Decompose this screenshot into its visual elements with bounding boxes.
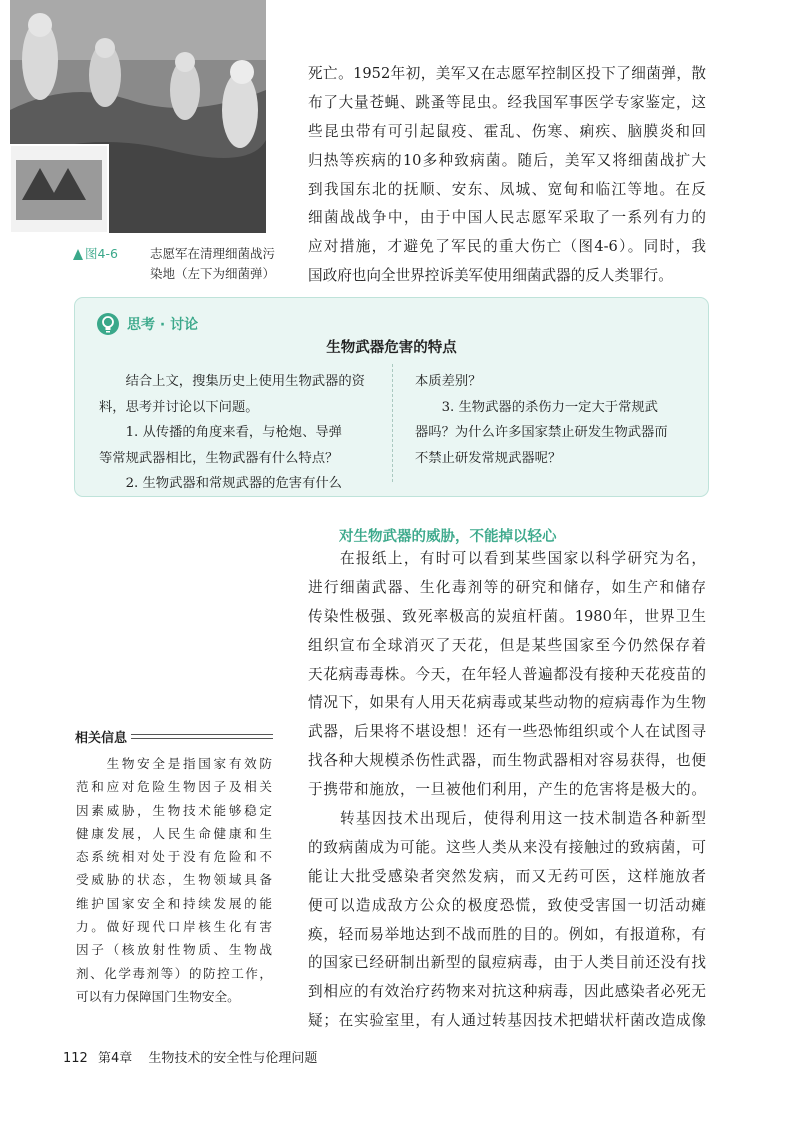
text-line: 器吗？为什么许多国家禁止研发生物武器而	[415, 425, 668, 441]
figure-photo	[10, 0, 266, 233]
discussion-title: 生物武器危害的特点	[326, 340, 457, 356]
text-line: 布了大量苍蝇、跳蚤等昆虫。经我国军事医学专家鉴定，这	[308, 93, 706, 111]
discussion-right-column	[415, 369, 685, 471]
text-line: 传染性极强、致死率极高的炭疽杆菌。1980年，世界卫生	[308, 607, 706, 625]
text-line: 2. 生物武器和常规武器的危害有什么	[99, 476, 342, 492]
text-line: 天花病毒毒株。今天，在年轻人普遍都没有接种天花疫苗的	[308, 665, 706, 683]
text-line: 料，思考并讨论以下问题。	[99, 399, 259, 415]
text-line: 等常规武器相比，生物武器有什么特点？	[99, 450, 339, 466]
text-line: 情况下，如果有人用天花病毒或某些动物的痘病毒作为生物	[308, 694, 706, 712]
text-line: 在报纸上，有时可以看到某些国家以科学研究为名，	[308, 550, 706, 567]
text-line: 能让大批受感染者突然发病，而又无药可医，这样施放者	[308, 867, 706, 885]
discussion-left-column	[99, 369, 419, 497]
page-number: 112	[63, 1051, 88, 1066]
main-paragraph	[308, 545, 706, 1036]
figure-caption-line: 志愿军在清理细菌战污	[150, 246, 276, 261]
sidebar-title: 相关信息	[75, 731, 131, 746]
chapter-number: 第4章	[97, 1051, 133, 1066]
discussion-box	[74, 297, 709, 497]
text-line: 剂、化学毒剂等）的防控工作，	[76, 965, 272, 981]
text-line: 找各种大规模杀伤性武器，而生物武器相对容易获得，也便	[308, 752, 706, 770]
text-line: 武器，后果将不堪设想！还有一些恐怖组织或个人在试图寻	[308, 723, 706, 741]
text-line: 生物安全是指国家有效防	[76, 756, 272, 771]
text-line: 进行细菌武器、生化毒剂等的研究和储存，如生产和储存	[308, 578, 706, 596]
text-line: 细菌战战争中，由于中国人民志愿军采取了一系列有力的	[308, 209, 706, 227]
text-line: 国政府也向全世界控诉美军使用细菌武器的反人类罪行。	[308, 267, 673, 285]
chapter-title: 生物技术的安全性与伦理问题	[148, 1051, 318, 1066]
top-paragraph	[308, 60, 706, 291]
text-line: 维护国家安全和持续发展的能	[76, 895, 272, 911]
text-line: 应对措施，才避免了军民的重大伤亡（图4-6）。同时，我	[308, 238, 706, 256]
text-line: 态系统相对处于没有危险和不	[76, 849, 272, 865]
text-line: 因素威胁，生物技术能够稳定	[76, 802, 272, 818]
text-line: 健康发展，人民生命健康和生	[76, 825, 272, 841]
text-line: 的致病菌成为可能。这些人类从来没有接触过的致病菌，可	[308, 838, 706, 856]
text-line: 力。做好现代口岸核生化有害	[76, 919, 272, 935]
text-line: 到我国东北的抚顺、安东、凤城、宽甸和临江等地。在反	[308, 180, 706, 198]
text-line: 范和应对危险生物因子及相关	[76, 779, 272, 795]
text-line: 可以有力保障国门生物安全。	[76, 988, 240, 1004]
text-line: 些昆虫带有可引起鼠疫、霍乱、伤寒、痢疾、脑膜炎和回	[308, 122, 706, 140]
text-line: 死亡。1952年初，美军又在志愿军控制区投下了细菌弹，散	[308, 65, 706, 82]
triangle-marker-icon	[73, 249, 83, 260]
text-line: 不禁止研发常规武器呢？	[415, 450, 562, 466]
figure-caption-line: 染地（左下为细菌弹）	[150, 266, 276, 281]
text-line: 到相应的有效治疗药物来对抗这种病毒，因此感染者必死无	[308, 983, 706, 1001]
text-line: 归热等疾病的10多种致病菌。随后，美军又将细菌战扩大	[308, 151, 706, 169]
text-line: 组织宣布全球消灭了天花，但是某些国家至今仍然保存着	[308, 636, 706, 654]
text-line: 结合上文，搜集历史上使用生物武器的资	[99, 374, 365, 389]
figure-number: 图4-6	[85, 246, 118, 261]
sidebar-heading	[75, 727, 273, 745]
text-line: 因子（核放射性物质、生物战	[76, 942, 272, 958]
discussion-label: 思考 · 讨论	[127, 317, 199, 333]
sidebar-body	[76, 752, 272, 1008]
page-footer	[63, 1047, 317, 1066]
text-line: 1. 从传播的角度来看，与枪炮、导弹	[99, 425, 342, 441]
text-line: 于携带和施放，一旦被他们利用，产生的危害将是极大的。	[308, 781, 706, 799]
text-line: 的国家已经研制出新型的鼠痘病毒，由于人类目前还没有找	[308, 954, 706, 972]
text-line: 痪，轻而易举地达到不战而胜的目的。例如，有报道称，有	[308, 925, 706, 943]
lightbulb-icon	[97, 313, 119, 335]
text-line: 受威胁的状态，生物领域具备	[76, 872, 272, 888]
text-line: 便可以造成敌方公众的极度恐慌，致使受害国一切活动瘫	[308, 896, 706, 914]
text-line: 3. 生物武器的杀伤力一定大于常规武	[415, 399, 658, 415]
text-line: 转基因技术出现后，使得利用这一技术制造各种新型	[308, 810, 706, 828]
text-line: 本质差别？	[415, 374, 482, 389]
text-line: 疑；在实验室里，有人通过转基因技术把蜡状杆菌改造成像	[308, 1012, 706, 1030]
section-heading: 对生物武器的威胁，不能掉以轻心	[339, 529, 557, 545]
